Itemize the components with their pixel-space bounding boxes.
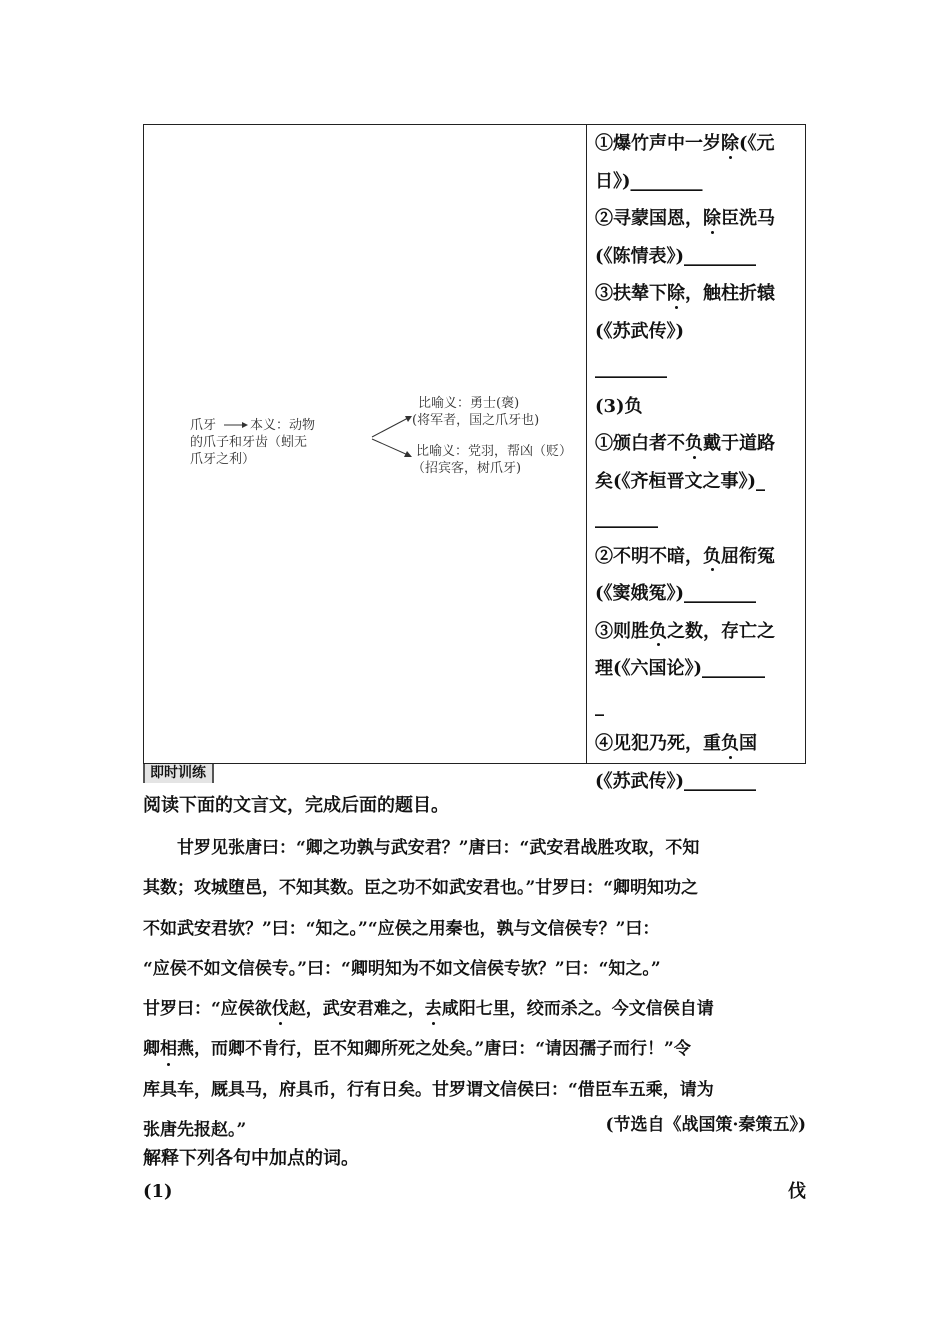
dotted-char: 除 <box>703 200 721 238</box>
example-line: ③则胜负之数，存亡之 <box>595 613 800 651</box>
dotted-char: 相 <box>160 1029 177 1069</box>
question-number: (1) <box>143 1181 173 1202</box>
classical-passage <box>143 828 806 1150</box>
example-sentences <box>595 125 800 800</box>
example-line: ④见犯乃死，重负国 <box>595 725 800 763</box>
passage-line: “应侯不如文信侯专。”曰：“卿明知为不如文信侯专欤？”曰：“知之。” <box>143 958 661 979</box>
example-line: ①颁白者不负戴于道路 <box>595 425 800 463</box>
diagram-root-line3: 爪牙之利） <box>190 452 256 467</box>
question-prompt: 解释下列各句中加点的词。 <box>143 1148 359 1169</box>
example-line: ①爆竹声中一岁除(《元 <box>595 125 800 163</box>
dotted-char: 负 <box>721 725 739 763</box>
dotted-char: 除 <box>721 125 739 163</box>
answer-blank[interactable]: ________ <box>595 358 667 379</box>
example-line: ③扶辇下除，触柱折辕 <box>595 275 800 313</box>
dotted-char: 除 <box>667 275 685 313</box>
example-line: 理(《六国论》)_______ <box>595 658 766 679</box>
dotted-char: 负 <box>685 425 703 463</box>
instruction: 阅读下面的文言文，完成后面的题目。 <box>143 795 449 816</box>
diagram-root-word: 爪牙 <box>190 418 217 433</box>
meaning-diagram <box>190 391 573 491</box>
passage-line: 张唐先报赵。” <box>143 1120 247 1141</box>
diagram-branch1-example: (将军者，国之爪牙也) <box>412 413 540 428</box>
diagram-branch2-example: （招宾客，树爪牙) <box>412 461 522 476</box>
dotted-char: 负 <box>649 613 667 651</box>
diagram-branch2-meaning: 比喻义：党羽，帮凶（贬） <box>416 444 573 459</box>
dotted-char: 去 <box>425 989 442 1029</box>
passage-source: (节选自《战国策·秦策五》) <box>605 1115 806 1135</box>
example-line: (《窦娥冤》)________ <box>595 583 757 604</box>
passage-line: 甘罗曰：“应侯欲伐赵，武安君难之，去咸阳七里，绞而杀之。今文信侯自请 <box>143 989 806 1029</box>
diagram-branch1-meaning: 比喻义：勇士(褒) <box>418 396 520 411</box>
passage-line: 库具车，厩具马，府具币，行有日矣。甘罗谓文信侯曰：“借臣车五乘，请为 <box>143 1079 714 1100</box>
answer-blank[interactable]: _ <box>595 695 604 717</box>
diagram-root-line2: 的爪子和牙齿（蚓无 <box>190 435 308 450</box>
example-line: 日》)________ <box>595 170 703 192</box>
passage-line: 甘罗见张唐曰：“卿之功孰与武安君？”唐曰：“武安君战胜攻取，不知 <box>177 838 700 858</box>
passage-line: 其数；攻城堕邑，不知其数。臣之功不如武安君也。”甘罗曰：“卿明知功之 <box>143 878 699 899</box>
diagram-root-meaning: 本义：动物 <box>250 418 316 433</box>
section-tag: 即时训练 <box>143 764 214 783</box>
answer-blank[interactable]: _______ <box>595 508 658 529</box>
example-line: ②不明不暗，负屈衔冤 <box>595 538 800 576</box>
dotted-char: 伐 <box>272 989 289 1029</box>
example-line: ②寻蒙国恩，除臣洗马 <box>595 200 800 238</box>
example-line: (《陈情表》)________ <box>595 245 757 267</box>
example-line: (《苏武传》)________ <box>595 770 757 792</box>
example-line: (《苏武传》) <box>595 320 685 342</box>
passage-line: 卿相燕，而卿不肯行，臣不知卿所死之处矣。”唐曰：“请因孺子而行！”令 <box>143 1029 806 1069</box>
word-heading: (3)负 <box>595 395 643 417</box>
example-line: 矣(《齐桓晋文之事》)_ <box>595 470 766 492</box>
question-word: 伐 <box>788 1181 806 1202</box>
column-divider <box>586 125 587 763</box>
passage-line: 不如武安君欤？”曰：“知之。”“应侯之用秦也，孰与文信侯专？”曰： <box>143 918 660 939</box>
dotted-char: 负 <box>703 538 721 576</box>
